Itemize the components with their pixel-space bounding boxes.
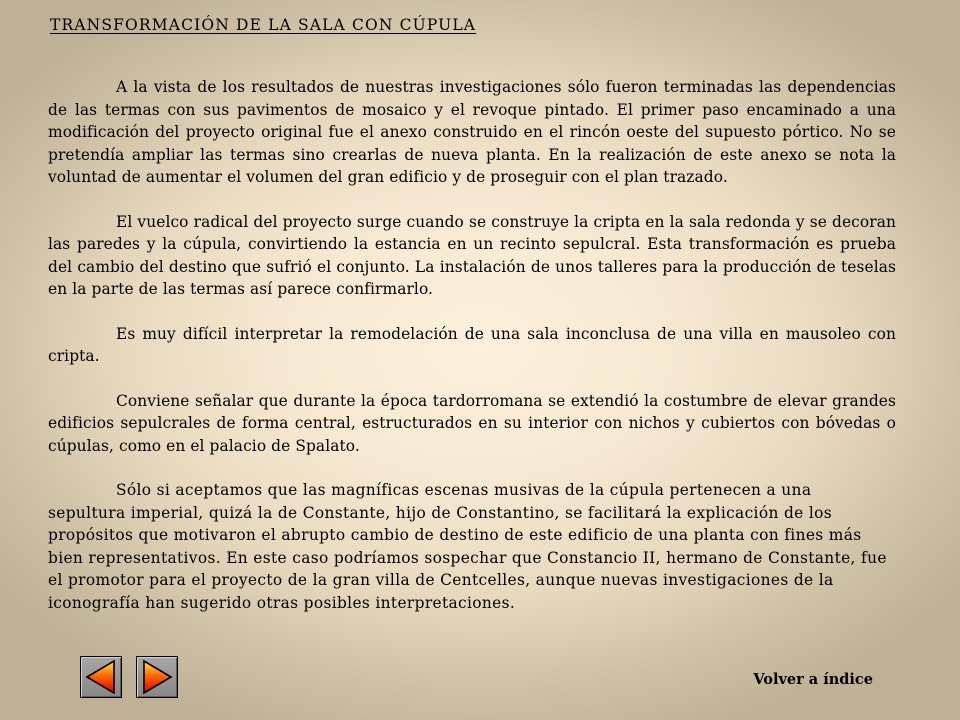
back-to-index-link[interactable]: Volver a índice	[753, 671, 873, 688]
previous-page-button[interactable]	[80, 656, 122, 698]
article-body	[48, 76, 896, 636]
arrow-right-icon	[137, 657, 177, 697]
paragraph-2: El vuelco radical del proyecto surge cuando se construye la cripta en la sala redonda y se decoran las paredes y la cúpula, convirtiendo la estancia en un recinto sepulcral. Esta transformación es prueba del cambio del destino que sufrió el conjunto. La instalación de unos talleres para la producción de teselas en la parte de las termas así parece confirmarlo.	[48, 212, 896, 298]
paragraph-4: Conviene señalar que durante la época tardorromana se extendió la costumbre de elevar grandes edificios sepulcrales de forma central, estructurados en su interior con nichos y cubiertos con bóvedas o cúpulas, como en el palacio de Spalato.	[48, 391, 896, 455]
paragraph-1: A la vista de los resultados de nuestras investigaciones sólo fueron terminadas las dependencias de las termas con sus pavimentos de mosaico y el revoque pintado. El primer paso encaminado a una modificación del proyecto original fue el anexo construido en el rincón oeste del supuesto pórtico. No se pretendía ampliar las termas sino crearlas de nueva planta. En la realización de este anexo se nota la voluntad de aumentar el volumen del gran edificio y de proseguir con el plan trazado.	[48, 78, 896, 186]
paragraph-3: Es muy difícil interpretar la remodelación de una sala inconclusa de una villa en mausoleo con cripta.	[48, 324, 896, 365]
page-title: TRANSFORMACIÓN DE LA SALA CON CÚPULA	[50, 16, 477, 34]
next-page-button[interactable]	[136, 656, 178, 698]
paragraph-5: Sólo si aceptamos que las magníficas escenas musivas de la cúpula pertenecen a una sepultura imperial, quizá la de Constante, hijo de Constantino, se facilitará la explicación de los propósitos que motivaron el abrupto cambio de destino de este edificio de una planta con fines más bien representativos. En este caso podríamos sospechar que Constancio II, hermano de Constante, fue el promotor para el proyecto de la gran villa de Centcelles, aunque nuevas investigaciones de la iconografía han sugerido otras posibles interpretaciones.	[48, 481, 887, 612]
arrow-left-icon	[81, 657, 121, 697]
